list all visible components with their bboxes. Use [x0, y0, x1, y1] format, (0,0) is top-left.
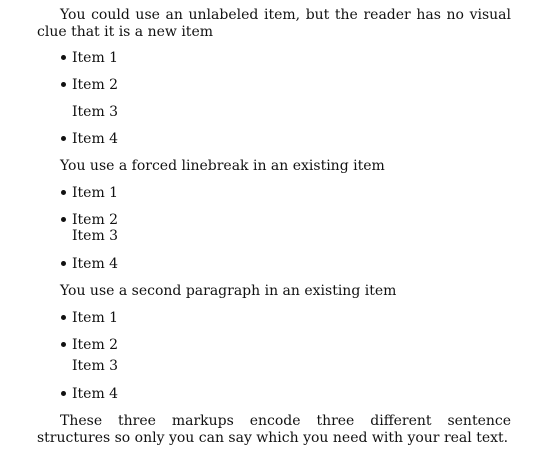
list-item	[61, 310, 118, 327]
list-item	[61, 185, 118, 202]
list-item-label: Item 1	[72, 185, 119, 201]
bullet-icon	[61, 315, 66, 320]
list-item-label: Item 4	[72, 386, 119, 402]
bullet-icon	[61, 261, 66, 266]
list-item	[61, 77, 118, 94]
list-item-label: Item 2	[72, 77, 119, 93]
list-item-label: Item 1	[72, 310, 119, 326]
bullet-icon	[61, 55, 66, 60]
list-item-label: Item 3	[72, 104, 119, 120]
bullet-icon	[61, 136, 66, 141]
list-item-label: Item 4	[72, 256, 119, 272]
list-item	[61, 337, 118, 354]
list-item	[61, 131, 118, 148]
linebreak-continuation	[72, 228, 118, 245]
intro-paragraph: You could use an unlabeled item, but the reader has no visual clue that it is a new item	[37, 7, 511, 40]
list-item-label: Item 2	[72, 337, 119, 353]
unlabeled-list-item	[72, 104, 118, 121]
bullet-icon	[61, 82, 66, 87]
list-item	[61, 386, 118, 403]
list-item-label: Item 3	[72, 228, 119, 244]
list-item-label: Item 2	[72, 212, 119, 228]
closing-paragraph: These three markups encode three different sentence structures so only you can say which you need with your real text.	[37, 413, 511, 446]
section-intro-linebreak: You use a forced linebreak in an existing item	[60, 158, 385, 174]
list-item-label: Item 1	[72, 50, 119, 66]
second-paragraph-continuation	[72, 358, 118, 375]
list-item-label: Item 4	[72, 131, 119, 147]
bullet-icon	[61, 391, 66, 396]
list-item	[61, 256, 118, 273]
section-intro-paragraph: You use a second paragraph in an existing item	[60, 283, 397, 299]
list-item-label: Item 3	[72, 358, 119, 374]
bullet-icon	[61, 190, 66, 195]
list-item	[61, 212, 118, 229]
bullet-icon	[61, 217, 66, 222]
list-item	[61, 50, 118, 67]
bullet-icon	[61, 342, 66, 347]
